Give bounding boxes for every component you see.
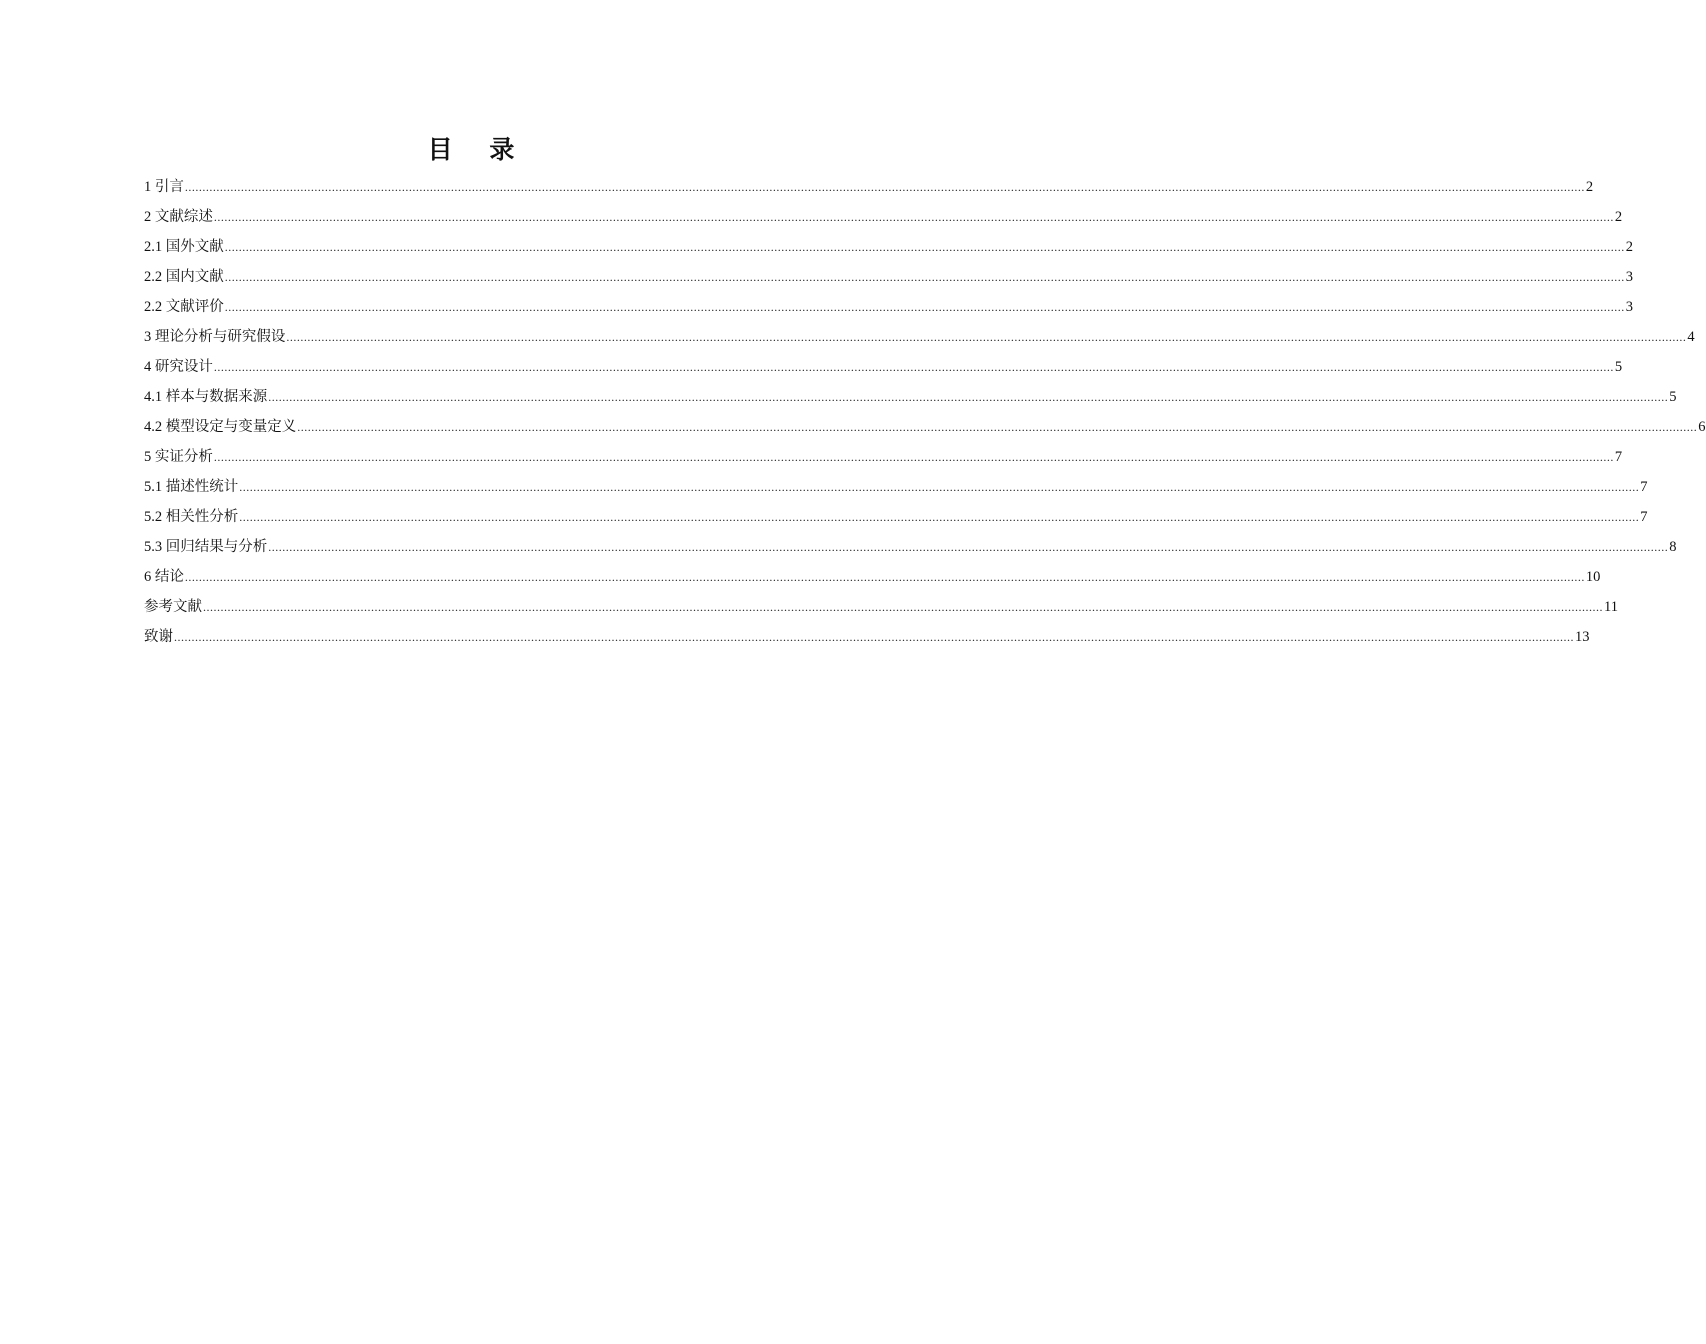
toc-leader-dots: ................................................................................................................................................................................................................................................................................................................................................................................................................ [213, 450, 1614, 464]
toc-entry[interactable] [144, 442, 1623, 472]
toc-entry[interactable] [144, 352, 1623, 382]
toc-entry-label: 5 实证分析 [144, 449, 213, 465]
toc-entry[interactable] [144, 202, 1623, 232]
toc-entry-label: 2 文献综述 [144, 209, 213, 225]
toc-entry-page-number: 8 [1669, 539, 1677, 555]
toc-entry-page-number: 2 [1614, 209, 1623, 225]
toc-entry[interactable] [144, 382, 1677, 412]
toc-entry[interactable] [144, 292, 1633, 322]
toc-entry-page-number: 5 [1669, 389, 1677, 405]
toc-leader-dots: ................................................................................................................................................................................................................................................................................................................................................................................................................ [224, 300, 1625, 314]
toc-leader-dots: ................................................................................................................................................................................................................................................................................................................................................................................................................ [174, 630, 1574, 644]
toc-entry-page-number: 2 [1585, 179, 1594, 195]
table-of-contents [144, 172, 1706, 652]
toc-entry[interactable] [144, 262, 1633, 292]
toc-entry-page-number: 4 [1687, 329, 1695, 345]
toc-leader-dots: ................................................................................................................................................................................................................................................................................................................................................................................................................ [184, 180, 1585, 194]
toc-entry-label: 4 研究设计 [144, 359, 213, 375]
toc-leader-dots: ................................................................................................................................................................................................................................................................................................................................................................................................................ [184, 570, 1585, 584]
toc-entry-label: 4.2 模型设定与变量定义 [144, 419, 297, 435]
toc-leader-dots: ................................................................................................................................................................................................................................................................................................................................................................................................................ [297, 420, 1698, 434]
toc-entry-page-number: 7 [1614, 449, 1623, 465]
toc-entry[interactable] [144, 172, 1594, 202]
toc-leader-dots: ................................................................................................................................................................................................................................................................................................................................................................................................................ [268, 540, 1669, 554]
toc-entry-page-number: 10 [1585, 569, 1601, 585]
toc-entry-label: 2.2 国内文献 [144, 269, 224, 285]
toc-entry-label: 5.1 描述性统计 [144, 479, 239, 495]
toc-leader-dots: ................................................................................................................................................................................................................................................................................................................................................................................................................ [203, 600, 1603, 614]
toc-entry-label: 2.2 文献评价 [144, 299, 224, 315]
toc-leader-dots: ................................................................................................................................................................................................................................................................................................................................................................................................................ [213, 360, 1614, 374]
toc-leader-dots: ................................................................................................................................................................................................................................................................................................................................................................................................................ [286, 330, 1687, 344]
toc-entry-label: 1 引言 [144, 179, 184, 195]
toc-entry[interactable] [144, 502, 1648, 532]
toc-entry-label: 致谢 [144, 629, 173, 645]
toc-leader-dots: ................................................................................................................................................................................................................................................................................................................................................................................................................ [213, 210, 1614, 224]
toc-entry-page-number: 13 [1575, 629, 1590, 645]
toc-entry-page-number: 3 [1625, 299, 1633, 315]
toc-heading: 目 录 [427, 135, 529, 164]
toc-entry-label: 4.1 样本与数据来源 [144, 389, 268, 405]
toc-entry[interactable] [144, 412, 1706, 442]
toc-entry-label: 5.3 回归结果与分析 [144, 539, 268, 555]
toc-entry[interactable] [144, 562, 1601, 592]
toc-entry[interactable] [144, 232, 1633, 262]
toc-entry[interactable] [144, 592, 1618, 622]
toc-leader-dots: ................................................................................................................................................................................................................................................................................................................................................................................................................ [239, 480, 1640, 494]
toc-entry-page-number: 2 [1625, 239, 1633, 255]
toc-leader-dots: ................................................................................................................................................................................................................................................................................................................................................................................................................ [239, 510, 1640, 524]
toc-entry-label: 参考文献 [144, 599, 202, 615]
toc-entry-page-number: 3 [1625, 269, 1633, 285]
toc-entry-page-number: 7 [1640, 479, 1648, 495]
toc-entry-label: 3 理论分析与研究假设 [144, 329, 286, 345]
toc-entry[interactable] [144, 622, 1590, 652]
toc-entry-label: 5.2 相关性分析 [144, 509, 239, 525]
toc-entry-page-number: 6 [1698, 419, 1706, 435]
toc-entry[interactable] [144, 322, 1695, 352]
toc-entry-page-number: 11 [1604, 599, 1618, 615]
toc-entry[interactable] [144, 472, 1648, 502]
toc-entry-page-number: 7 [1640, 509, 1648, 525]
toc-leader-dots: ................................................................................................................................................................................................................................................................................................................................................................................................................ [224, 240, 1625, 254]
toc-entry[interactable] [144, 532, 1677, 562]
toc-leader-dots: ................................................................................................................................................................................................................................................................................................................................................................................................................ [268, 390, 1669, 404]
toc-entry-label: 6 结论 [144, 569, 184, 585]
toc-leader-dots: ................................................................................................................................................................................................................................................................................................................................................................................................................ [224, 270, 1625, 284]
toc-entry-page-number: 5 [1614, 359, 1623, 375]
toc-entry-label: 2.1 国外文献 [144, 239, 224, 255]
